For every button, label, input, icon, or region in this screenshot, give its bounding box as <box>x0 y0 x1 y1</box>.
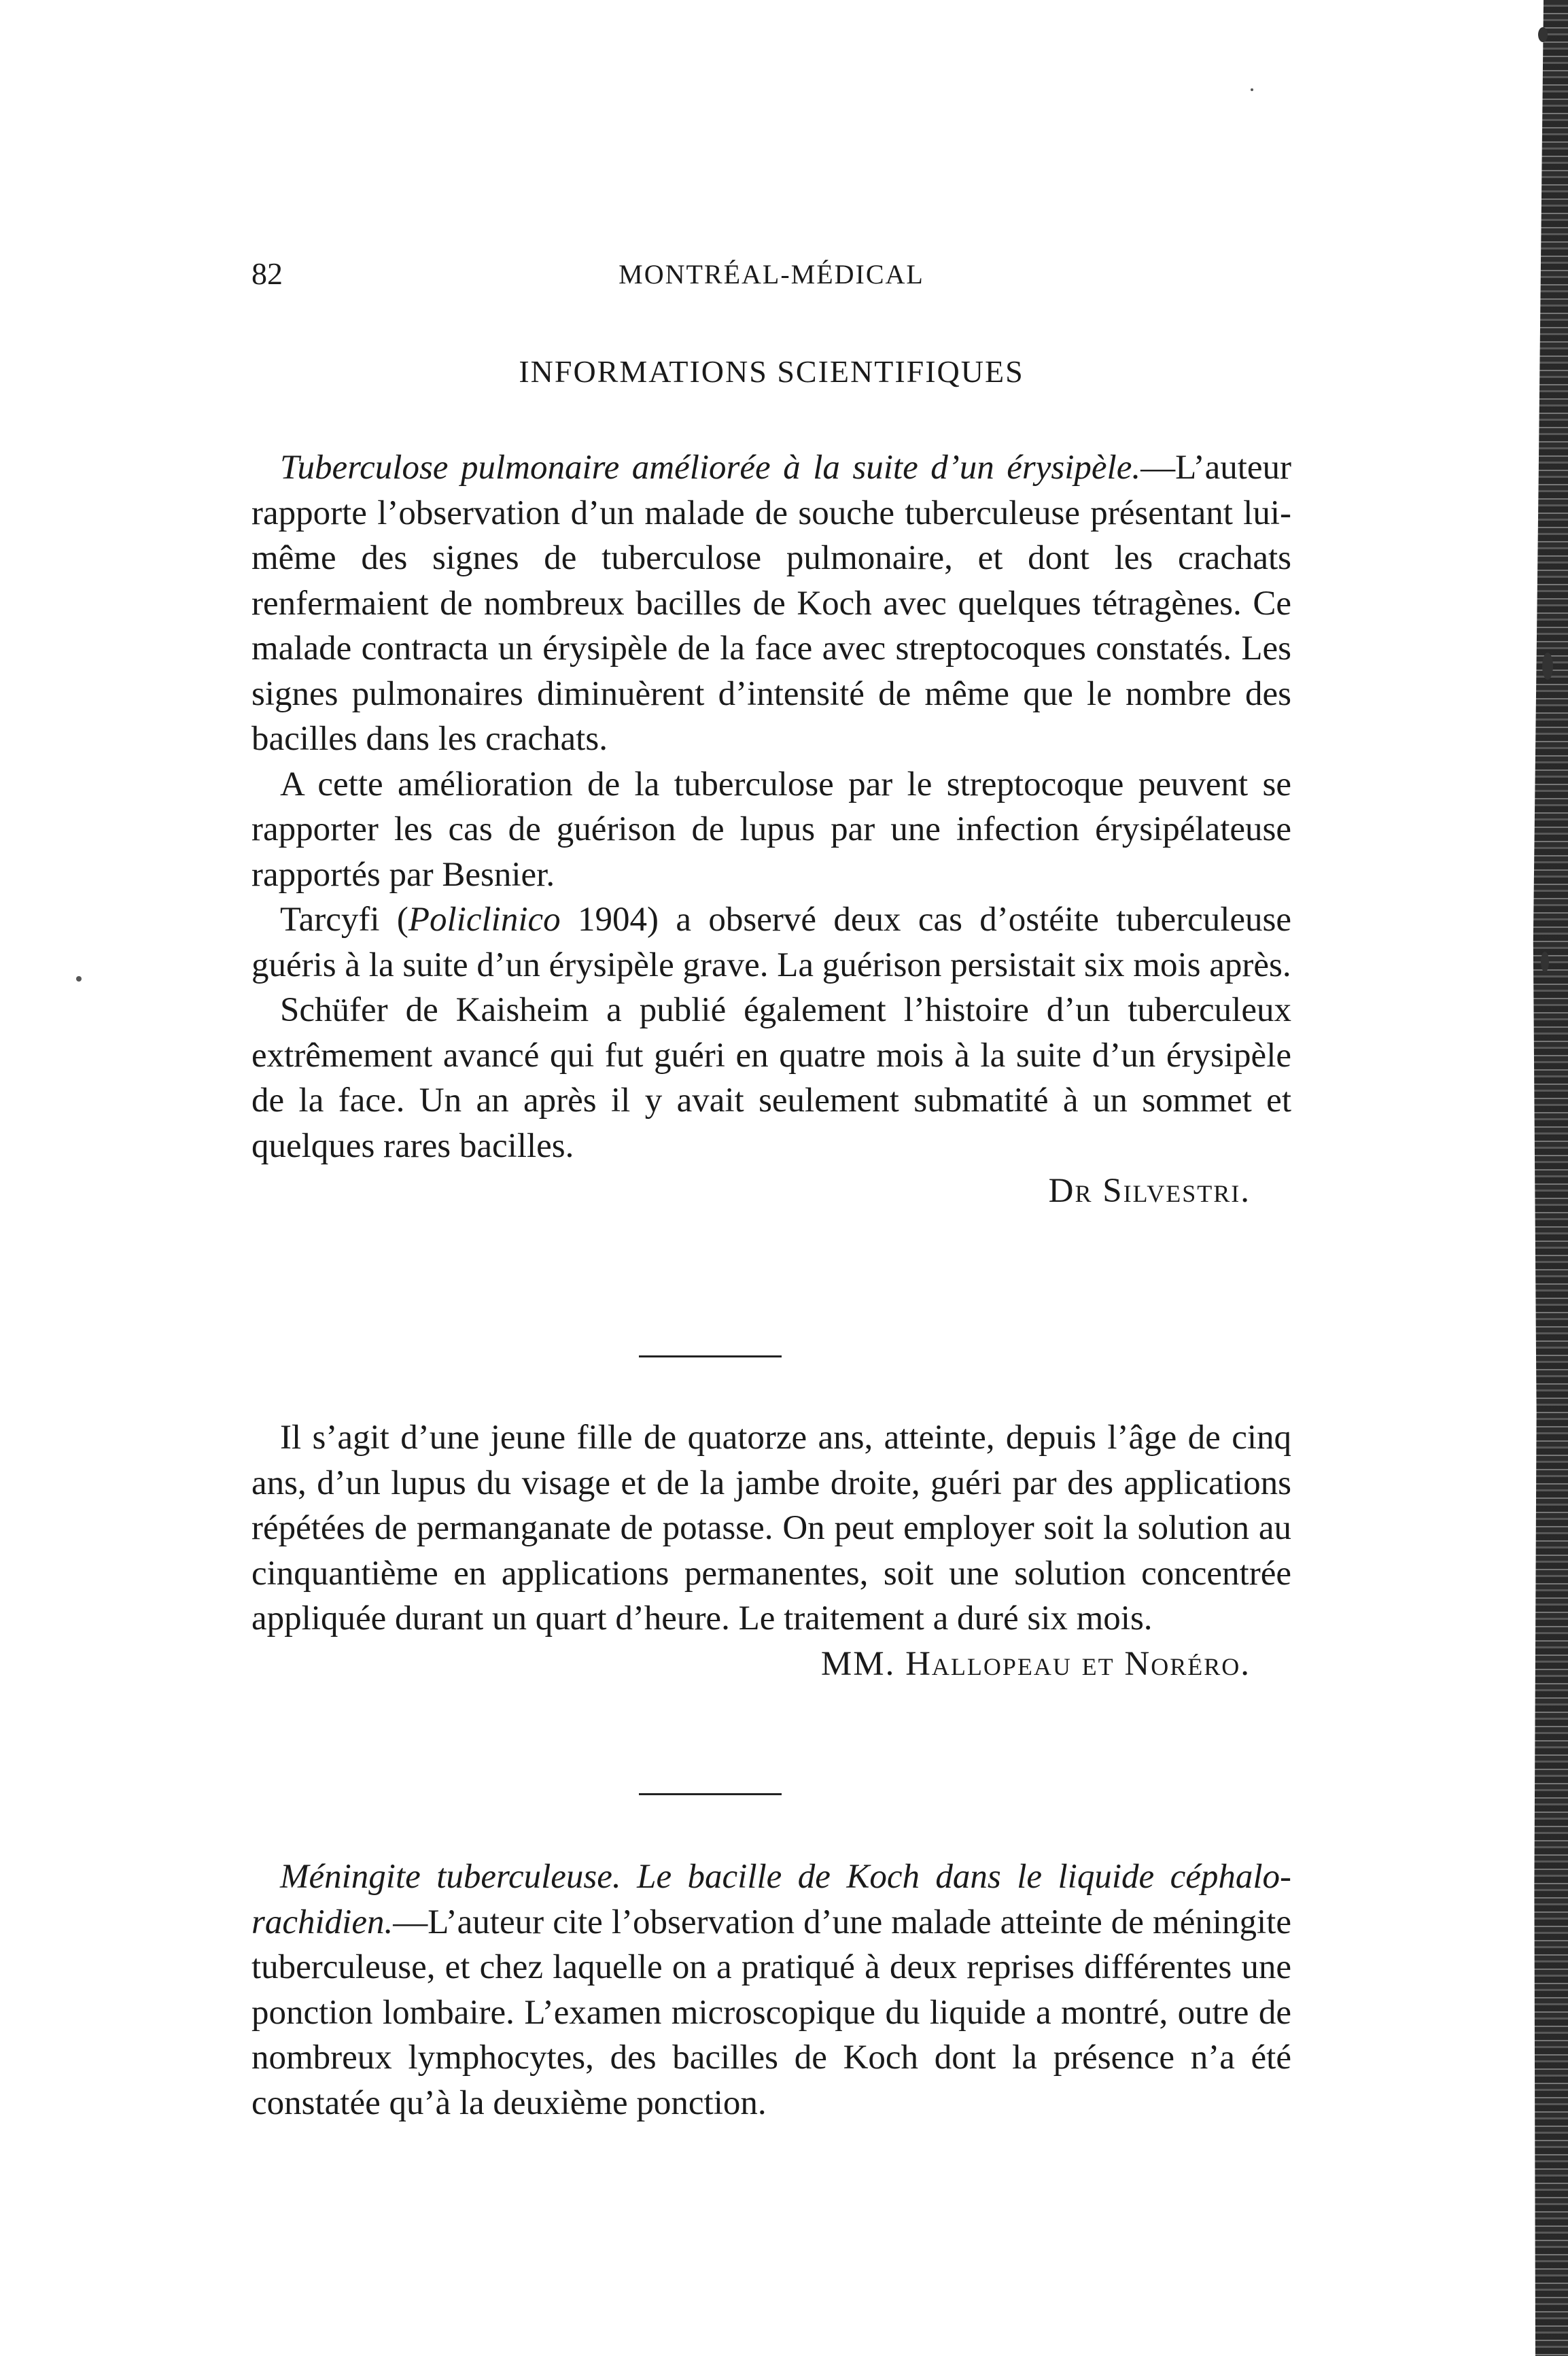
article-paragraph <box>251 897 1291 988</box>
scan-mark <box>1542 653 1553 680</box>
scanned-binding-edge <box>1514 0 1568 2356</box>
article-title: Tuberculose pulmonaire améliorée à la suite d’un érysipèle. <box>280 449 1141 487</box>
journal-title: MONTRÉAL-MÉDICAL <box>619 259 924 290</box>
article-paragraph <box>251 1854 1291 2126</box>
running-head <box>251 256 1291 296</box>
scan-speck <box>76 976 82 982</box>
author-signature: MM. Hallopeau et Noréro. <box>820 1644 1251 1683</box>
article-text: Tarcyfi ( <box>280 901 408 939</box>
article-paragraph <box>251 445 1291 762</box>
page-number: 82 <box>251 256 283 291</box>
journal-reference: Policlinico <box>408 901 561 939</box>
article-meningite <box>251 1854 1291 2126</box>
article-text: 1904) a observé deux cas d’ostéite tuberculeuse guéris à la suite d’un érysipèle grave. La guérison persistait six mois après. <box>251 901 1292 984</box>
article-erysipele <box>251 445 1291 1214</box>
article-paragraph: Il s’agit d’une jeune fille de quatorze ans, atteinte, depuis l’âge de cinq ans, d’un lupus du visage et de la jambe droite, guéri par des applications répétées de permanganate de potasse. On peut employer soit la solution au cinquantième en applications permanentes, soit une solution concentrée appliquée durant un quart d’heure. Le traitement a duré six mois. <box>251 1419 1291 1638</box>
scan-mark <box>1538 27 1548 42</box>
section-divider <box>639 1355 782 1357</box>
section-heading: INFORMATIONS SCIENTIFIQUES <box>519 354 1024 389</box>
section-divider <box>639 1793 782 1795</box>
article-lupus <box>251 1415 1291 1686</box>
scan-speck <box>1251 88 1253 91</box>
author-signature: Dr Silvestri. <box>1048 1172 1251 1210</box>
article-paragraph: Schüfer de Kaisheim a publié également l’histoire d’un tuberculeux extrêmement avancé qui fut guéri en quatre mois à la suite d’un érysipèle de la face. Un an après il y avait seulement submatité à un sommet et quelques rares bacilles. <box>251 991 1291 1165</box>
article-title: Méningite tuberculeuse. Le bacille de Koch dans le liquide céphalo-rachidien. <box>251 1858 1291 1941</box>
article-paragraph: A cette amélioration de la tuberculose par le streptocoque peuvent se rapporter les cas de guérison de lupus par une infection érysipélateuse rapportés par Besnier. <box>251 765 1291 894</box>
scan-mark <box>1541 952 1549 972</box>
article-text: —L’auteur cite l’observation d’une malade atteinte de méningite tuberculeuse, et chez laquelle on a pratiqué à deux reprises différentes une ponction lombaire. L’examen microscopique du liquide a montré, outre de nombreux lymphocytes, des bacilles de Koch dont la présence n’a été constatée qu’à la deuxième ponction. <box>251 1903 1291 2122</box>
article-text: —L’auteur rapporte l’observation d’un malade de souche tuberculeuse présentant lui-même des signes de tuberculose pulmonaire, et dont les crachats renfermaient de nombreux bacilles de Koch avec quelques tétragènes. Ce malade contracta un érysipèle de la face avec streptocoques constatés. Les signes pulmonaires diminuèrent d’intensité de même que le nombre des bacilles dans les crachats. <box>251 449 1291 758</box>
